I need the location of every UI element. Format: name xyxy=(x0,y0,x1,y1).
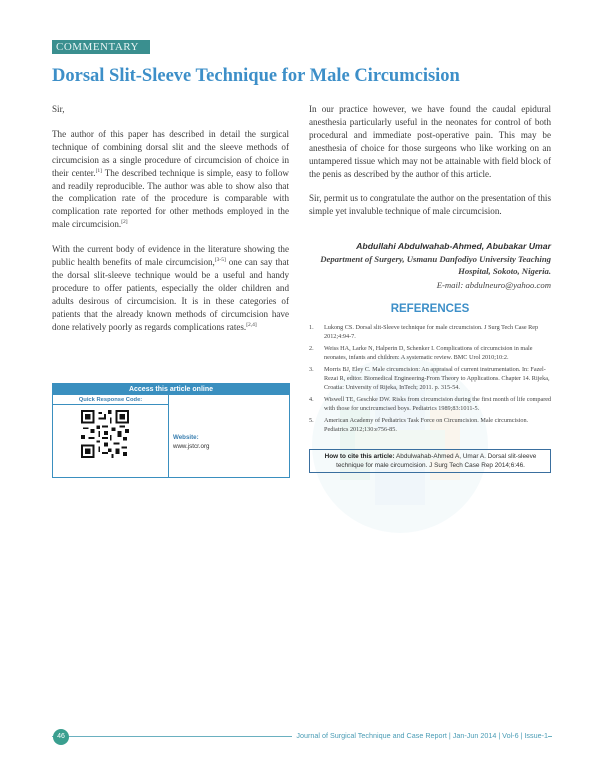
references-heading: REFERENCES xyxy=(390,303,470,315)
reference-item: 4. Wiswell TE, Geschke DW. Risks from circumcision during the first month of life compared with those for uncircumcised boys. Pediatrics 1989;83:1011-5. xyxy=(309,396,552,413)
how-to-cite-box: How to cite this article: Abdulwahab-Ahmed A, Umar A. Dorsal slit-sleeve technique for male circumcision. J Surg Tech Case Rep 2014;6:46. xyxy=(309,449,551,473)
reference-item: 3. Morris BJ, Eley C. Male circumcision: An appraisal of current instrumentation. In: Fazel-Rezai R, editor. Biomedical Engineering-From Theory to Applications. Chapter 14. Rijeka, Croatia: University of Rijeka, InTech; 2011. p. 315-54. xyxy=(309,365,550,392)
author-affiliation: Department of Surgery, Usmanu Danfodiyo University Teaching Hospital, Sokoto, Nigeria. xyxy=(320,254,551,276)
paragraph: The author of this paper has described in detail the surgical technique of combining dorsal slit and the sleeve methods of circumcision as a single procedure of circumcision of choice in their center.[1] The described technique is simple, easy to follow and readily reproducible. The author was able to show also that the complication rate of the procedure is comparable with complication rate reported for other methods employed in the male circumcision.[2] xyxy=(52,128,289,230)
section-tag: COMMENTARY xyxy=(52,40,150,54)
access-online-box xyxy=(52,383,290,478)
right-column xyxy=(309,103,551,230)
salutation: Sir, xyxy=(52,104,65,114)
qr-cell xyxy=(53,405,169,477)
reference-item: 1. Lukong CS. Dorsal slit-Sleeve technique for male circumcision. J Surg Tech Case Rep 2012;4:94-7. xyxy=(309,324,539,341)
website-label: Website: xyxy=(173,434,199,441)
paragraph: Sir, permit us to congratulate the author on the presentation of this simple yet invaluble technique of male circumcision. xyxy=(309,193,551,217)
left-column xyxy=(52,103,289,346)
website-link[interactable]: www.jstcr.org xyxy=(173,443,210,450)
reference-item: 2. Weiss HA, Larke N, Halperin D, Schenker I. Complications of circumcision in male neonates, infants and children: A systematic review. BMC Urol 2010;10:2. xyxy=(309,344,533,362)
paragraph: In our practice however, we have found the caudal epidural anesthesia particularly useful in the neonates for control of both procedural and immediate post-operative pain. This may be anesthesia of choice for those surgeons who like working on an untampered tissue which may not be attainable with field block of the penis as described by the author of this article. xyxy=(309,104,551,179)
reference-list xyxy=(309,323,552,437)
qr-code-icon[interactable] xyxy=(81,410,129,458)
author-email: E-mail: abdulneuro@yahoo.com xyxy=(436,280,551,290)
access-heading: Access this article online xyxy=(53,384,289,395)
reference-item: 5. American Academy of Pediatrics Task Force on Circumcision. Male circumcision. Pediatrics 2012;130:e756-85. xyxy=(309,417,529,434)
paragraph: With the current body of evidence in the literature showing the public health benefits of male circumcision,[3-5] one can say that the dorsal slit-sleeve technique would be a useful and handy procedure to offer patients, especially the older children and adults desirous of circumcision. It is in these categories of patients that the already known methods of circumcision have done relatively poorly as regards complications rates.[2,4] xyxy=(52,244,290,332)
qr-label: Quick Response Code: xyxy=(53,395,169,405)
page-number-badge: 46 xyxy=(53,729,69,745)
author-names: Abdullahi Abdulwahab-Ahmed, Abubakar Umar xyxy=(356,241,551,251)
journal-footer: Journal of Surgical Technique and Case Report | Jan-Jun 2014 | Vol-6 | Issue-1 xyxy=(292,731,548,740)
article-title: Dorsal Slit-Sleeve Technique for Male Circumcision xyxy=(52,66,460,86)
